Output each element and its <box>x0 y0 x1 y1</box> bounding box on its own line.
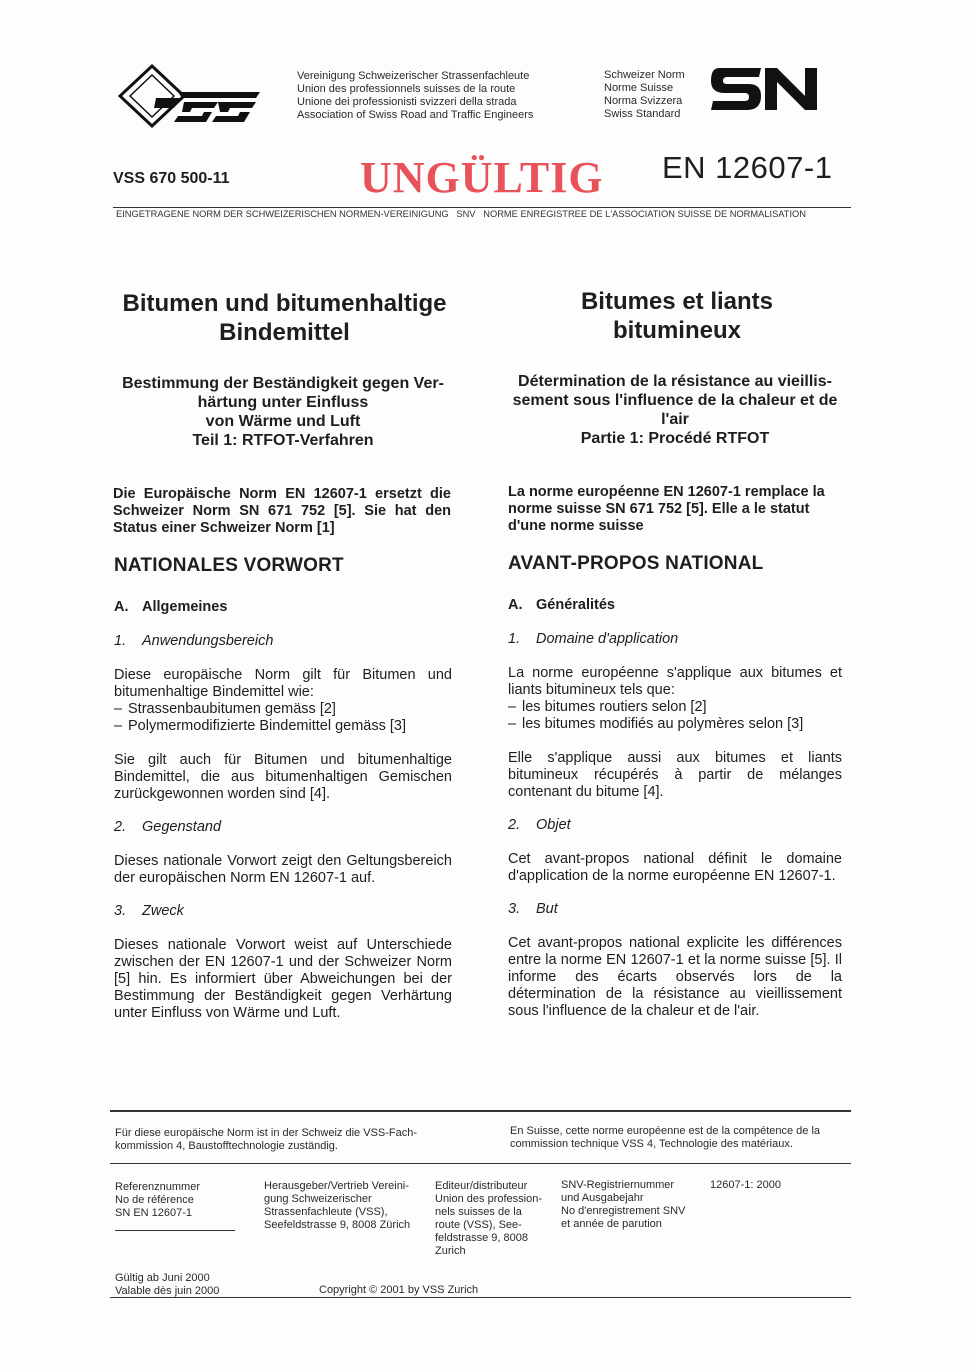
de-item-1-label: Anwendungsbereich <box>142 633 274 649</box>
publisher-line: Herausgeber/Vertrieb Vereini- <box>264 1180 409 1192</box>
snv-value: 12607-1: 2000 <box>710 1179 781 1191</box>
fr-subtitle <box>505 372 845 448</box>
vss-logo-icon <box>118 62 263 132</box>
de-subheading-a-number: A. <box>114 599 129 615</box>
list-dash: – <box>114 718 123 734</box>
de-title-line: Bitumen und bitumenhaltige <box>122 290 447 317</box>
list-item <box>508 699 842 716</box>
fr-subtitle-line: sement sous l'influence de la chaleur et de <box>512 392 838 409</box>
list-item-text: Polymermodifizierte Bindemittel gemäss [3] <box>128 718 407 734</box>
snv-line: SNV-Registriernummer <box>561 1179 675 1191</box>
footer-reference <box>115 1181 200 1220</box>
list-dash: – <box>114 701 123 717</box>
de-subtitle-line: Bestimmung der Beständigkeit gegen Ver- <box>122 375 444 392</box>
de-item-1-number: 1. <box>114 633 127 649</box>
de-paragraph-1: Diese europäische Norm gilt für Bitumen und bitumenhaltige Bindemittel wie: <box>114 667 452 700</box>
standard-number: EN 12607-1 <box>662 150 833 185</box>
fr-item-3-label: But <box>536 901 558 917</box>
de-item-2 <box>114 819 221 835</box>
publisher-line: gung Schweizerischer <box>264 1193 372 1205</box>
fr-item-2-label: Objet <box>536 817 571 833</box>
sn-logo <box>711 66 819 112</box>
publisher-line: Seefeldstrasse 9, 8008 Zürich <box>264 1219 411 1231</box>
snv-line: et année de parution <box>561 1218 662 1230</box>
de-paragraph-3: Dieses nationale Vorwort zeigt den Geltungsbereich der europäischen Norm EN 12607-1 auf. <box>114 853 452 886</box>
de-replace-note: Die Europäische Norm EN 12607-1 ersetzt die Schweizer Norm SN 671 752 [5]. Sie hat den Status einer Schweizer Norm [1] <box>113 486 451 536</box>
editor-line: nels suisses de la <box>435 1206 522 1218</box>
editor-line: feldstrasse 9, 8008 <box>435 1232 528 1244</box>
snv-line: No d'enregistrement SNV <box>561 1205 686 1217</box>
editor-line: Editeur/distributeur <box>435 1180 528 1192</box>
fr-replace-note: La norme européenne EN 12607-1 remplace la norme suisse SN 671 752 [5]. Elle a le statut d'une norme suisse <box>508 484 825 534</box>
footer-publisher <box>264 1180 410 1232</box>
de-item-3 <box>114 903 184 919</box>
fr-title <box>507 287 847 345</box>
de-title <box>113 289 456 347</box>
validity-line: Valable dès juin 2000 <box>115 1285 220 1297</box>
footer-editor <box>435 1180 542 1258</box>
de-paragraph-2: Sie gilt auch für Bitumen und bitumenhaltige Bindemittel, die aus bitumenhaltigen Gemischen zurückgewonnen worden sind [4]. <box>114 752 452 802</box>
footer-note-line: En Suisse, cette norme européenne est de la compétence de la <box>510 1125 821 1137</box>
reference-line: SN EN 12607-1 <box>115 1207 193 1219</box>
list-item-text: Strassenbaubitumen gemäss [2] <box>128 701 336 717</box>
de-subtitle-line: härtung unter Einfluss <box>197 394 369 411</box>
de-subheading-a <box>114 599 227 615</box>
de-item-2-label: Gegenstand <box>142 819 222 835</box>
fr-subtitle-line: l'air <box>661 411 689 428</box>
footer-fr-note <box>510 1125 820 1151</box>
list-item <box>114 718 452 735</box>
footer-mid-rule <box>110 1163 851 1164</box>
editor-line: Union des profession- <box>435 1193 543 1205</box>
fr-item-1-number: 1. <box>508 631 521 647</box>
list-dash: – <box>508 699 517 715</box>
list-item <box>114 701 452 718</box>
fr-title-line: bitumineux <box>612 317 741 344</box>
footer-snv-registration <box>561 1179 685 1231</box>
fr-list <box>508 699 842 733</box>
association-names <box>297 70 533 122</box>
de-section-heading: NATIONALES VORWORT <box>114 555 344 576</box>
association-line: Union des professionnels suisses de la route <box>297 83 516 95</box>
reference-line: No de référence <box>115 1194 194 1206</box>
sn-logo-icon <box>711 66 819 112</box>
fr-paragraph-4: Cet avant-propos national explicite les différences entre la norme EN 12607-1 et la norme suisse [5]. Il informe des écarts observés lors de la détermination de la résistance au vieillissement sous l'influence de la chaleur et de l'air. <box>508 935 842 1019</box>
norm-line: Swiss Standard <box>604 108 681 120</box>
fr-subtitle-line: Détermination de la résistance au vieillis- <box>518 373 832 390</box>
fr-paragraph-3: Cet avant-propos national définit le domaine d'application de la norme européenne EN 12607-1. <box>508 851 842 884</box>
de-title-line: Bindemittel <box>219 319 350 346</box>
fr-subtitle-line: Partie 1: Procédé RTFOT <box>580 430 770 447</box>
fr-paragraph-1: La norme européenne s'applique aux bitumes et liants bitumineux tels que: <box>508 665 842 698</box>
footer-de-note <box>115 1127 417 1153</box>
registered-norm-line: EINGETRAGENE NORM DER SCHWEIZERISCHEN NORMEN-VEREINIGUNG SNV NORME ENREGISTREE DE L'ASSOCIATION SUISSE DE NORMALISATION <box>116 209 807 219</box>
vss-logo <box>118 62 263 132</box>
fr-subheading-a-label: Généralités <box>536 597 615 613</box>
fr-item-3-number: 3. <box>508 901 521 917</box>
fr-item-2 <box>508 817 571 833</box>
de-item-2-number: 2. <box>114 819 127 835</box>
editor-line: Zurich <box>435 1245 466 1257</box>
footer-note-line: kommission 4, Baustofftechnologie zuständig. <box>115 1140 338 1152</box>
de-item-3-number: 3. <box>114 903 127 919</box>
fr-title-line: Bitumes et liants <box>580 288 774 315</box>
fr-subheading-a <box>508 597 615 613</box>
norm-line: Norma Svizzera <box>604 95 683 107</box>
copyright: Copyright © 2001 by VSS Zurich <box>319 1284 479 1296</box>
list-item <box>508 716 842 733</box>
association-line: Vereinigung Schweizerischer Strassenfachleute <box>297 70 530 82</box>
footer-validity <box>115 1272 219 1298</box>
de-item-3-label: Zweck <box>142 903 184 919</box>
header-rule <box>113 207 851 208</box>
de-list <box>114 701 452 735</box>
editor-line: route (VSS), See- <box>435 1219 522 1231</box>
footer-note-line: commission technique VSS 4, Technologie des matériaux. <box>510 1138 793 1150</box>
association-line: Association of Swiss Road and Traffic Engineers <box>297 109 534 121</box>
de-item-1 <box>114 633 273 649</box>
fr-item-1-label: Domaine d'application <box>536 631 679 647</box>
fr-section-heading: AVANT-PROPOS NATIONAL <box>508 553 764 574</box>
publisher-line: Strassenfachleute (VSS), <box>264 1206 388 1218</box>
de-subtitle-line: Teil 1: RTFOT-Verfahren <box>192 432 374 449</box>
de-subtitle-line: von Wärme und Luft <box>205 413 361 430</box>
footer-top-rule <box>110 1110 851 1112</box>
reference-line: Referenznummer <box>115 1181 200 1193</box>
norm-names <box>604 69 685 121</box>
de-subtitle <box>113 374 453 450</box>
reference-rule <box>115 1230 235 1231</box>
list-item-text: les bitumes modifiés au polymères selon [3] <box>522 716 804 732</box>
fr-subheading-a-number: A. <box>508 597 523 613</box>
list-dash: – <box>508 716 517 732</box>
list-item-text: les bitumes routiers selon [2] <box>522 699 707 715</box>
vss-number: VSS 670 500-11 <box>113 170 230 187</box>
validity-line: Gültig ab Juni 2000 <box>115 1272 210 1284</box>
de-subheading-a-label: Allgemeines <box>142 599 228 615</box>
footer-note-line: Für diese europäische Norm ist in der Schweiz die VSS-Fach- <box>115 1127 418 1139</box>
footer-bottom-rule <box>110 1297 851 1298</box>
fr-item-1 <box>508 631 678 647</box>
norm-line: Schweizer Norm <box>604 69 685 81</box>
snv-line: und Ausgabejahr <box>561 1192 644 1204</box>
association-line: Unione dei professionisti svizzeri della strada <box>297 96 517 108</box>
de-paragraph-4: Dieses nationale Vorwort weist auf Unterschiede zwischen der EN 12607-1 und der Schweizer Norm [5] hin. Es informiert über Abweichungen bei der Bestimmung der Beständigkeit gegen Verhärtung unter Einfluss von Wärme und Luft. <box>114 937 452 1021</box>
fr-item-2-number: 2. <box>508 817 521 833</box>
invalid-stamp: UNGÜLTIG <box>360 153 604 202</box>
norm-line: Norme Suisse <box>604 82 674 94</box>
fr-paragraph-2: Elle s'applique aussi aux bitumes et liants bitumineux récupérés à partir de mélanges contenant du bitume [4]. <box>508 750 842 800</box>
fr-item-3 <box>508 901 558 917</box>
